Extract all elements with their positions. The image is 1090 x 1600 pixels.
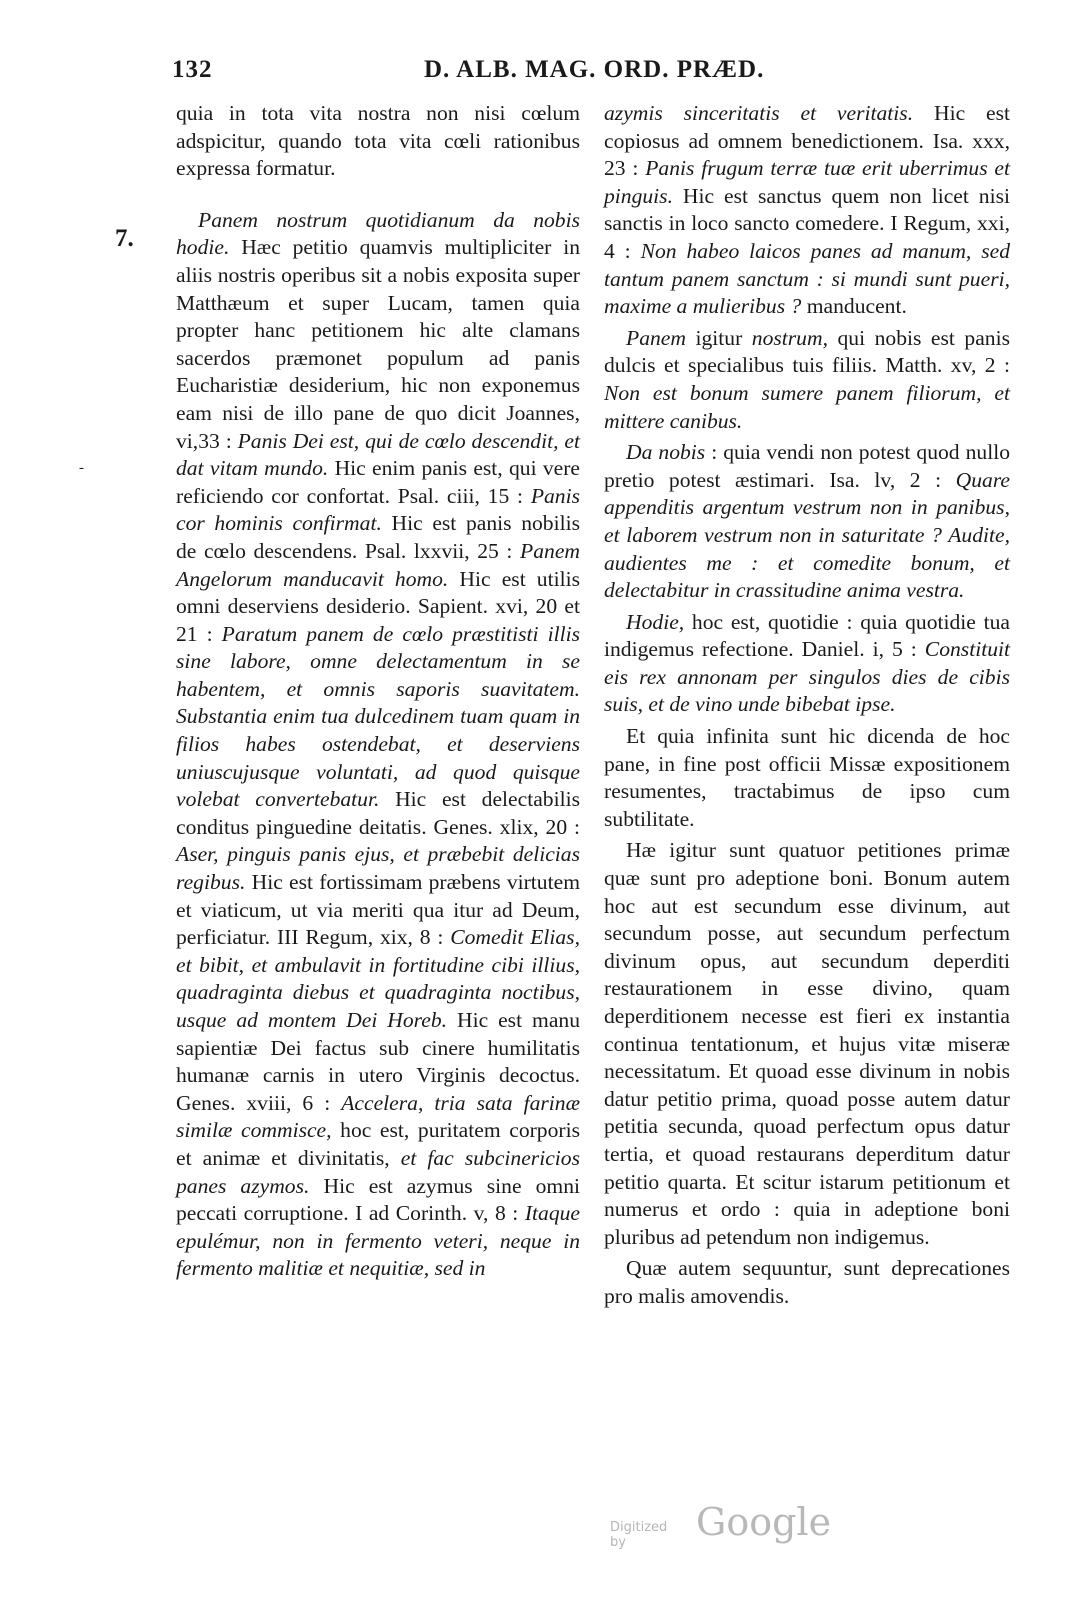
- italic-run: et fac subcinericios panes azymos.: [176, 1145, 580, 1198]
- right-column: [604, 100, 1010, 1311]
- section-number: 7.: [115, 225, 134, 252]
- italic-run: Panis frugum terræ tuæ erit uberrimus et pinguis.: [604, 156, 1010, 208]
- italic-run: Paratum panem de cœlo præstitisti illis sine labore, omne delectamentum in se habentem, et omnis saporis suavitatem. Substantia enim tua dulcedinem tuam quam in filios habes ostendebat, et deserviens uniuscujusque voluntati, ad quod quisque volebat convertebatur.: [176, 621, 580, 812]
- italic-run: Comedit Elias, et bibit, et ambulavit in fortitudine cibi illius, quadraginta diebus et quadraginta noctibus, usque ad montem Dei Horeb.: [176, 925, 580, 1032]
- text-run: quia in tota vita nostra non nisi cœlum adspicitur, quando tota vita cœli rationibus expressa formatur.: [176, 101, 580, 181]
- paragraph: [604, 100, 1010, 321]
- text-run: Et quia infinita sunt hic dicenda de hoc pane, in fine post officii Missæ expositionem resumentes, tractabimus de ipso cum subtilitate.: [604, 724, 1010, 831]
- text-run: Hic est sanctus quem non licet nisi sanctis in loco sancto comedere. I Regum, xxi, 4 :: [604, 183, 1010, 263]
- text-run: : quia vendi non potest quod nullo pretio potest æstimari. Isa. lv, 2 :: [604, 440, 1010, 492]
- italic-run: Panis cor hominis confirmat.: [176, 483, 580, 536]
- italic-run: Accelera, tria sata farinæ similæ commisce,: [176, 1090, 580, 1143]
- italic-run: Panem: [626, 325, 686, 350]
- paragraph: [604, 837, 1010, 1251]
- paragraph: [604, 439, 1010, 605]
- text-run: Hæc petitio quamvis multipliciter in aliis nostris operibus sit a nobis exposita super Matthæum et super Lucam, tamen quia propter hanc petitionem hic alte clamans sacerdos præmonet populum ad panis Eucharistiæ desiderium, hic non exponemus eam nisi de illo pane de quo dicit Joannes, vi,33 :: [176, 235, 580, 453]
- italic-run: Panem Angelorum manducavit homo.: [176, 538, 580, 591]
- text-run: Hæ igitur sunt quatuor petitiones primæ quæ sunt pro adeptione boni. Bonum autem hoc aut est secundum esse divinum, aut secundum posse, aut secundum perfectum divinum opus, aut secundum deperditi restaurationem in esse divino, quam deperditionem necesse est fieri ex instantia continua tentationum, et hujus vitæ miseræ necessitatum. Et quoad esse divinum in nobis datur petitio prima, quoad posse autem datur petitia secunda, quoad perfectum opus datur tertia, et quoad restaurans deperditum datur petitio quarta. Et scitur istarum petitionum et numerus et ordo : quia in adeptione boni pluribus ad petendum non indigemus.: [604, 838, 1010, 1249]
- text-run: Hic enim panis est, qui vere reficiendo cor confortat. Psal. ciii, 15 :: [176, 456, 580, 508]
- margin-mark: -: [79, 460, 84, 476]
- text-run: Hic est azymus sine omni peccati corruptione. I ad Corinth. v, 8 :: [176, 1173, 580, 1226]
- text-run: hoc est, puritatem corporis et animæ et divinitatis,: [176, 1118, 580, 1170]
- watermark-prefix: Digitized by: [610, 1520, 668, 1550]
- text-run: Hic est delectabilis conditus pinguedine deitatis. Genes. xlix, 20 :: [176, 787, 580, 839]
- italic-run: Panis Dei est, qui de cœlo descendit, et dat vitam mundo.: [176, 428, 580, 481]
- text-run: Hic est utilis omni deserviens desiderio. Sapient. xvi, 20 et 21 :: [176, 566, 580, 646]
- page-header: [0, 56, 1090, 96]
- running-title: D. ALB. MAG. ORD. PRÆD.: [424, 56, 765, 83]
- page-number: 132: [172, 56, 213, 83]
- italic-run: Da nobis: [626, 440, 706, 465]
- left-column: [176, 100, 580, 1283]
- text-run: Hic est copiosus ad omnem benedictionem. Isa. xxx, 23 :: [604, 101, 1011, 181]
- text-run: Hic est panis nobilis de cœlo descendens. Psal. lxxvii, 25 :: [176, 511, 580, 563]
- text-run: hoc est, quotidie : quia quotidie tua indigemus refectione. Daniel. i, 5 :: [604, 609, 1010, 662]
- text-run: Hic est manu sapientiæ Dei factus sub cinere humilitatis humanæ carnis in utero Virginis decoctus. Genes. xviii, 6 :: [176, 1008, 580, 1115]
- italic-run: Non habeo laicos panes ad manum, sed tantum panem sanctum : si mundi sunt pueri, maxime a mulieribus ?: [604, 238, 1010, 319]
- paragraph: [604, 609, 1010, 719]
- italic-run: Aser, pinguis panis ejus, et præbebit delicias regibus.: [176, 842, 580, 895]
- italic-run: Hodie,: [626, 609, 685, 634]
- text-run: igitur: [685, 325, 752, 350]
- paragraph: [176, 100, 580, 183]
- paragraph: [176, 207, 580, 1283]
- text-run: qui nobis est panis dulcis et specialibus tuis filiis. Matth. xv, 2 :: [604, 325, 1010, 378]
- italic-run: Constituit eis rex annonam per singulos dies de cibis suis, et de vino unde bibebat ipse.: [604, 637, 1010, 717]
- paragraph: [604, 1255, 1010, 1310]
- paragraph: [604, 325, 1010, 435]
- italic-run: Non est bonum sumere panem filiorum, et mittere canibus.: [604, 380, 1010, 433]
- italic-run: Panem nostrum quotidianum da nobis hodie.: [176, 207, 580, 260]
- text-run: Quæ autem sequuntur, sunt deprecationes pro malis amovendis.: [604, 1256, 1010, 1308]
- text-run: manducent.: [801, 294, 907, 319]
- italic-run: nostrum,: [751, 325, 828, 350]
- text-run: Hic est fortissimam præbens virtutem et viaticum, ut via meriti qua itur ad Deum, perficiatur. III Regum, xix, 8 :: [176, 870, 580, 950]
- italic-run: Quare appenditis argentum vestrum non in panibus, et laborem vestrum non in saturitate ? Audite, audientes me : et comedite bonum, et delectabitur in crassitudine anima vestra.: [604, 467, 1010, 603]
- paragraph: [604, 723, 1010, 833]
- italic-run: azymis sinceritatis et veritatis.: [604, 101, 914, 125]
- italic-run: Itaque epulémur, non in fermento veteri, neque in fermento malitiæ et nequitiæ, sed in: [176, 1201, 580, 1281]
- google-logo: Google: [696, 1500, 832, 1544]
